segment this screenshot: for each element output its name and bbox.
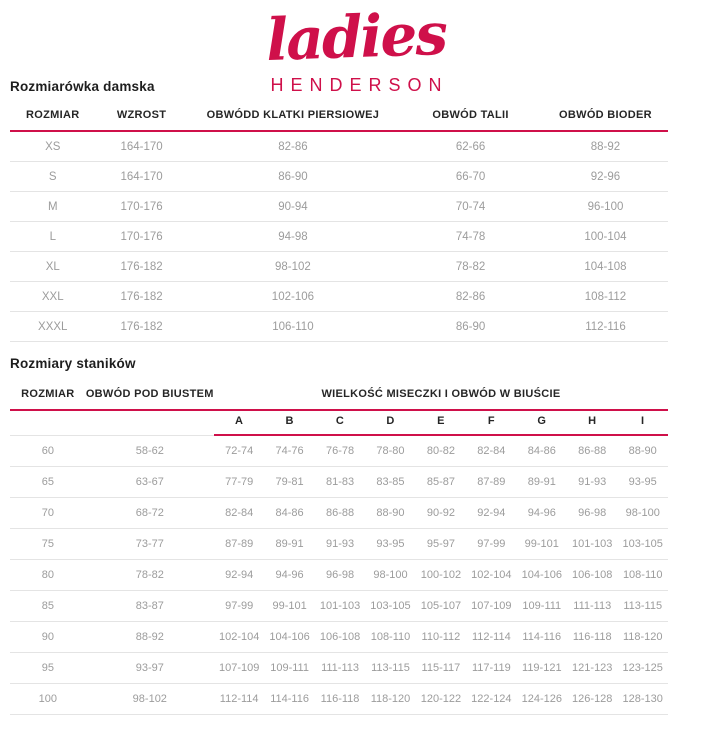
empty-header-cell: [10, 410, 86, 435]
empty-header-cell: [86, 410, 214, 435]
table-row: [10, 653, 668, 684]
table-cell: 105-107: [416, 591, 466, 622]
table-row: [10, 222, 668, 252]
table-cell: XXXL: [10, 312, 96, 342]
table-cell: 110-112: [416, 622, 466, 653]
table-cell: 103-105: [617, 529, 668, 560]
table-cell: 83-85: [365, 467, 415, 498]
table-row: [10, 529, 668, 560]
table-cell: 68-72: [86, 498, 214, 529]
cup-column-header-b: B: [264, 410, 314, 435]
cup-column-header-g: G: [517, 410, 567, 435]
women-size-table-header-row: [10, 104, 668, 131]
table-cell: 93-95: [365, 529, 415, 560]
table-cell: 170-176: [96, 222, 188, 252]
table-cell: 176-182: [96, 312, 188, 342]
table-cell: 111-113: [567, 591, 617, 622]
table-cell: 109-111: [264, 653, 314, 684]
table-cell: 107-109: [466, 591, 516, 622]
table-cell: 112-114: [214, 684, 264, 715]
table-cell: 88-92: [86, 622, 214, 653]
table-cell: 88-92: [543, 131, 668, 162]
table-cell: 108-110: [365, 622, 415, 653]
table-cell: 93-97: [86, 653, 214, 684]
table-cell: 90: [10, 622, 86, 653]
table-cell: 77-79: [214, 467, 264, 498]
table-cell: 106-108: [567, 560, 617, 591]
table-cell: 95-97: [416, 529, 466, 560]
table-cell: 118-120: [365, 684, 415, 715]
table-cell: 89-91: [264, 529, 314, 560]
table-cell: 101-103: [567, 529, 617, 560]
table-cell: 100: [10, 684, 86, 715]
table-cell: 116-118: [567, 622, 617, 653]
table-cell: 84-86: [517, 435, 567, 467]
table-cell: 164-170: [96, 131, 188, 162]
table-cell: 95: [10, 653, 86, 684]
cup-column-header-c: C: [315, 410, 365, 435]
bra-size-table: [10, 383, 668, 715]
table-cell: 96-98: [315, 560, 365, 591]
table-cell: 100-102: [416, 560, 466, 591]
table-row: [10, 622, 668, 653]
cup-column-header-e: E: [416, 410, 466, 435]
table-cell: 102-106: [188, 282, 399, 312]
column-header-rozmiar: ROZMIAR: [10, 104, 96, 131]
table-cell: 111-113: [315, 653, 365, 684]
table-cell: 108-112: [543, 282, 668, 312]
table-cell: 87-89: [214, 529, 264, 560]
table-cell: 106-110: [188, 312, 399, 342]
brand-logo-script: ladies: [264, 0, 448, 75]
bra-size-table-wrap: [10, 383, 668, 715]
table-cell: 114-116: [517, 622, 567, 653]
table-cell: 96-98: [567, 498, 617, 529]
table-cell: L: [10, 222, 96, 252]
table-cell: 78-82: [398, 252, 543, 282]
table-cell: S: [10, 162, 96, 192]
table-cell: 78-82: [86, 560, 214, 591]
cup-column-header-a: A: [214, 410, 264, 435]
table-cell: 60: [10, 435, 86, 467]
table-cell: 86-88: [567, 435, 617, 467]
table-cell: 118-120: [617, 622, 668, 653]
women-size-table: [10, 104, 668, 342]
table-cell: XL: [10, 252, 96, 282]
table-cell: 74-76: [264, 435, 314, 467]
table-row: [10, 560, 668, 591]
table-row: [10, 498, 668, 529]
table-cell: 73-77: [86, 529, 214, 560]
table-cell: 176-182: [96, 252, 188, 282]
table-cell: 98-100: [617, 498, 668, 529]
table-row: [10, 435, 668, 467]
table-cell: 79-81: [264, 467, 314, 498]
column-header-biodra: OBWÓD BIODER: [543, 104, 668, 131]
cup-column-header-f: F: [466, 410, 516, 435]
table-cell: 92-94: [466, 498, 516, 529]
table-cell: 81-83: [315, 467, 365, 498]
table-cell: 122-124: [466, 684, 516, 715]
table-cell: 70: [10, 498, 86, 529]
women-sizes-title: Rozmiarówka damska: [10, 79, 155, 94]
table-row: [10, 684, 668, 715]
table-row: [10, 467, 668, 498]
table-cell: 126-128: [567, 684, 617, 715]
table-cell: 80-82: [416, 435, 466, 467]
table-row: [10, 131, 668, 162]
table-cell: 76-78: [315, 435, 365, 467]
table-cell: 103-105: [365, 591, 415, 622]
table-cell: 87-89: [466, 467, 516, 498]
table-cell: 88-90: [617, 435, 668, 467]
bra-size-table-header-row: [10, 383, 668, 410]
table-cell: 164-170: [96, 162, 188, 192]
table-cell: 102-104: [214, 622, 264, 653]
table-cell: 107-109: [214, 653, 264, 684]
table-cell: 124-126: [517, 684, 567, 715]
table-cell: 98-102: [86, 684, 214, 715]
table-cell: 112-114: [466, 622, 516, 653]
column-group-header-cups: WIELKOŚĆ MISECZKI I OBWÓD W BIUŚCIE: [214, 383, 668, 410]
table-cell: 63-67: [86, 467, 214, 498]
table-cell: M: [10, 192, 96, 222]
table-cell: 85-87: [416, 467, 466, 498]
table-cell: XXL: [10, 282, 96, 312]
table-cell: 86-90: [398, 312, 543, 342]
table-cell: 106-108: [315, 622, 365, 653]
table-cell: 82-86: [188, 131, 399, 162]
table-cell: 85: [10, 591, 86, 622]
bra-size-cup-header-row: [10, 410, 668, 435]
table-row: [10, 192, 668, 222]
table-cell: 114-116: [264, 684, 314, 715]
table-cell: 100-104: [543, 222, 668, 252]
table-cell: 176-182: [96, 282, 188, 312]
table-cell: 120-122: [416, 684, 466, 715]
table-cell: 84-86: [264, 498, 314, 529]
table-cell: 102-104: [466, 560, 516, 591]
table-cell: 91-93: [315, 529, 365, 560]
cup-column-header-i: I: [617, 410, 668, 435]
table-cell: 89-91: [517, 467, 567, 498]
table-cell: XS: [10, 131, 96, 162]
table-cell: 128-130: [617, 684, 668, 715]
table-cell: 66-70: [398, 162, 543, 192]
table-cell: 90-94: [188, 192, 399, 222]
table-cell: 82-84: [214, 498, 264, 529]
cup-column-header-h: H: [567, 410, 617, 435]
table-cell: 91-93: [567, 467, 617, 498]
table-cell: 94-96: [517, 498, 567, 529]
table-cell: 82-86: [398, 282, 543, 312]
table-cell: 70-74: [398, 192, 543, 222]
table-cell: 75: [10, 529, 86, 560]
table-cell: 119-121: [517, 653, 567, 684]
brand-logo-wordmark: HENDERSON: [270, 75, 449, 95]
bra-sizes-title: Rozmiary staników: [10, 356, 136, 371]
table-cell: 78-80: [365, 435, 415, 467]
table-row: [10, 312, 668, 342]
table-cell: 97-99: [214, 591, 264, 622]
table-cell: 113-115: [617, 591, 668, 622]
table-cell: 101-103: [315, 591, 365, 622]
table-cell: 92-96: [543, 162, 668, 192]
table-row: [10, 591, 668, 622]
table-cell: 94-98: [188, 222, 399, 252]
table-cell: 58-62: [86, 435, 214, 467]
table-cell: 123-125: [617, 653, 668, 684]
table-cell: 98-100: [365, 560, 415, 591]
table-cell: 80: [10, 560, 86, 591]
table-row: [10, 162, 668, 192]
table-cell: 83-87: [86, 591, 214, 622]
table-cell: 86-88: [315, 498, 365, 529]
table-cell: 104-106: [517, 560, 567, 591]
cup-column-header-d: D: [365, 410, 415, 435]
table-cell: 117-119: [466, 653, 516, 684]
table-cell: 62-66: [398, 131, 543, 162]
table-cell: 108-110: [617, 560, 668, 591]
table-cell: 93-95: [617, 467, 668, 498]
column-header-talia: OBWÓD TALII: [398, 104, 543, 131]
table-cell: 97-99: [466, 529, 516, 560]
table-cell: 109-111: [517, 591, 567, 622]
women-size-table-wrap: [10, 104, 668, 342]
table-cell: 116-118: [315, 684, 365, 715]
table-cell: 99-101: [517, 529, 567, 560]
table-cell: 96-100: [543, 192, 668, 222]
table-cell: 121-123: [567, 653, 617, 684]
table-cell: 94-96: [264, 560, 314, 591]
column-header-wzrost: WZROST: [96, 104, 188, 131]
table-row: [10, 282, 668, 312]
table-cell: 88-90: [365, 498, 415, 529]
table-cell: 72-74: [214, 435, 264, 467]
table-cell: 98-102: [188, 252, 399, 282]
table-cell: 113-115: [365, 653, 415, 684]
table-cell: 65: [10, 467, 86, 498]
table-cell: 115-117: [416, 653, 466, 684]
column-header-rozmiar: ROZMIAR: [10, 383, 86, 410]
table-cell: 82-84: [466, 435, 516, 467]
table-cell: 99-101: [264, 591, 314, 622]
table-cell: 90-92: [416, 498, 466, 529]
table-cell: 104-106: [264, 622, 314, 653]
table-cell: 104-108: [543, 252, 668, 282]
column-header-underbust: OBWÓD POD BIUSTEM: [86, 383, 214, 410]
table-row: [10, 252, 668, 282]
table-cell: 92-94: [214, 560, 264, 591]
table-cell: 86-90: [188, 162, 399, 192]
column-header-klatka: OBWÓDD KLATKI PIERSIOWEJ: [188, 104, 399, 131]
table-cell: 170-176: [96, 192, 188, 222]
table-cell: 112-116: [543, 312, 668, 342]
table-cell: 74-78: [398, 222, 543, 252]
